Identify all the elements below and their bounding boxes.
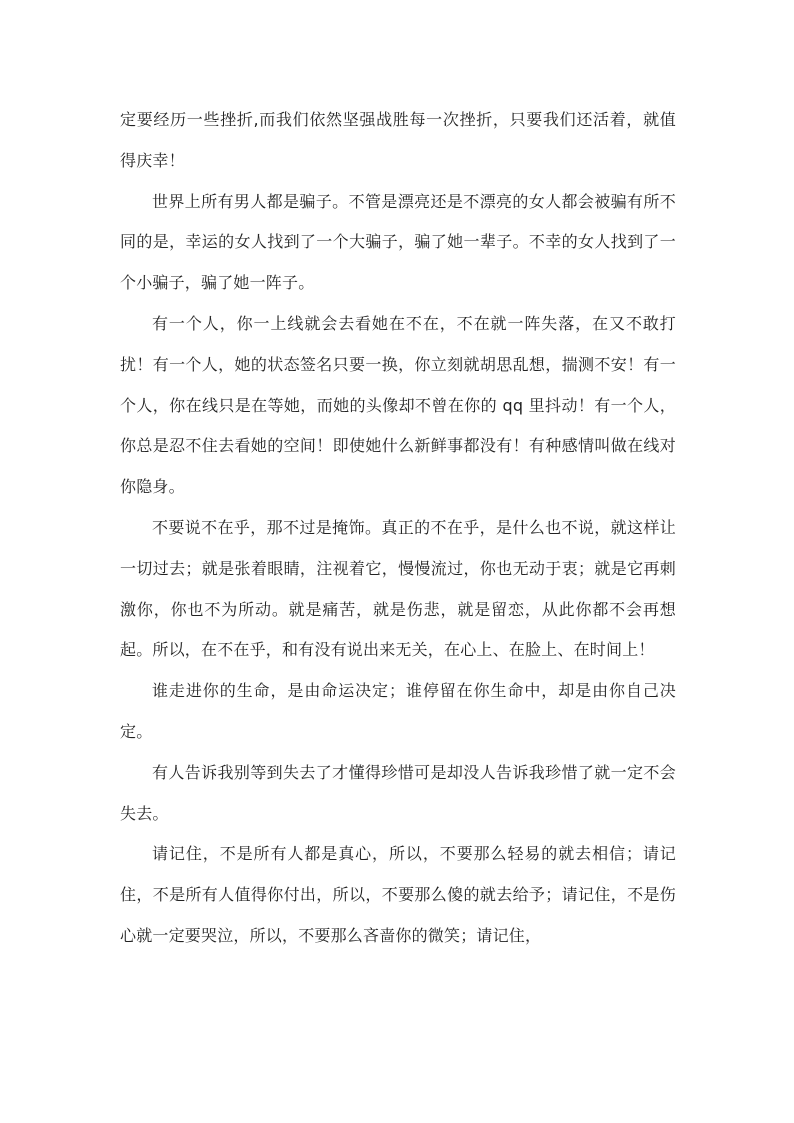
paragraph-online-someone: 有一个人，你一上线就会去看她在不在，不在就一阵失落，在又不敢打扰！有一个人，她的状态签名只要一换，你立刻就胡思乱想，揣测不安！有一个人，你在线只是在等她，而她的头像却不曾在你的 qq 里抖动！有一个人，你总是忍不住去看她的空间！即使她什么新鲜事都没有！有种感情叫做在线对你隐身。 [120, 313, 676, 497]
paragraph-remember: 请记住，不是所有人都是真心，所以，不要那么轻易的就去相信；请记住，不是所有人值得你付出，所以，不要那么傻的就去给予；请记住，不是伤心就一定要哭泣，所以，不要那么吝啬你的微笑；请记住， [120, 844, 676, 945]
paragraph-men-liars: 世界上所有男人都是骗子。不管是漂亮还是不漂亮的女人都会被骗有所不同的是，幸运的女人找到了一个大骗子，骗了她一辈子。不幸的女人找到了一个小骗子，骗了她一阵子。 [120, 191, 676, 293]
paragraph-not-care: 不要说不在乎，那不过是掩饰。真正的不在乎，是什么也不说，就这样让一切过去；就是张着眼睛，注视着它，慢慢流过，你也无动于衷；就是它再刺激你，你也不为所动。就是痛苦，就是伤悲，就是留恋，从此你都不会再想起。所以，在不在乎，和有没有说出来无关，在心上、在脸上、在时间上！ [120, 517, 676, 660]
paragraph-continuation: 定要经历一些挫折,而我们依然坚强战胜每一次挫折，只要我们还活着，就值得庆幸！ [120, 110, 676, 170]
document-body [120, 100, 676, 957]
paragraph-who-enters-life: 谁走进你的生命，是由命运决定；谁停留在你生命中，却是由你自己决定。 [120, 681, 676, 741]
paragraph-cherish: 有人告诉我别等到失去了才懂得珍惜可是却没人告诉我珍惜了就一定不会失去。 [120, 762, 676, 823]
